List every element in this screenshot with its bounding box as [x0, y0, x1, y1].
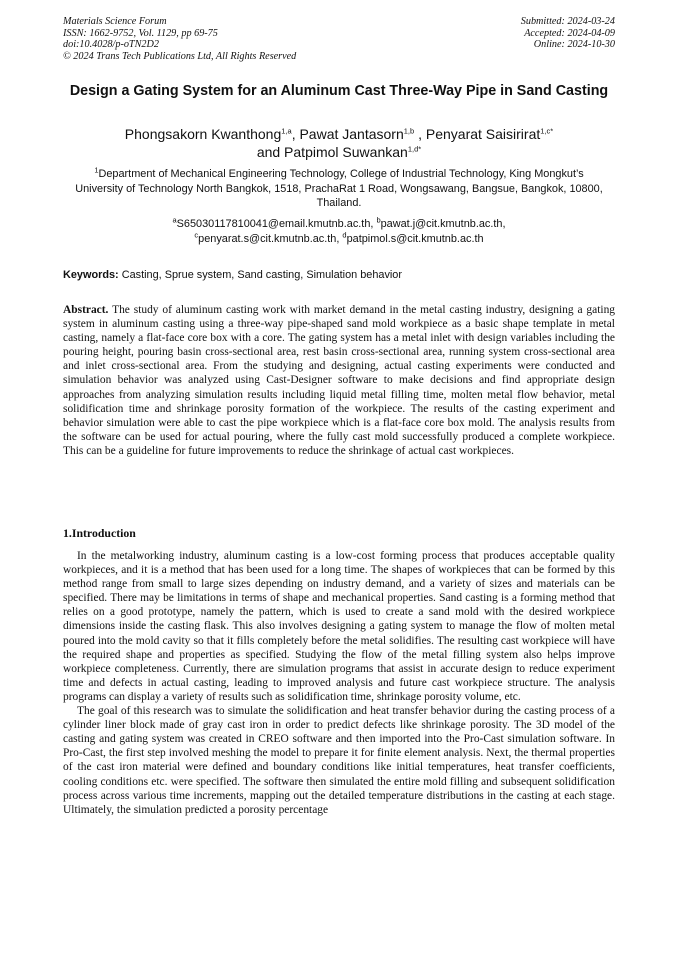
email-link[interactable]: $^a$S65030117810041@email.kmutnb.ac.th — [172, 215, 371, 230]
paragraph: In the metalworking industry, aluminum casting is a low-cost forming process that produces acceptable quality workpieces, and it is a method that has been used for a long time. The shapes of workpieces that can be formed by this method range from small to large sizes depending on industry demand, and a variety of sizes and materials can be specified. There may be limitations in terms of shape and mechanical properties. Sand casting is a forming method that relies on a good prototype, namely the pattern, which is used to create a sand mold with the desired workpiece dimensions inside the casting flask. This also involves designing a gating system to manage the flow of molten metal poured into the mold cavity so that it fills completely before the metal solidifies. The resulting cast workpiece will have the required shape and properties as specified. Studying the flow of the metal filling system also helps improve workpiece completeness. Currently, there are simulation programs that assist in accurate design to reduce experiment time and defects in actual casting, leading to improved analysis and future cast workpiece structure. The analysis programs can display a variety of results such as solidification time, shrinkage porosity volume, etc. — [63, 550, 615, 703]
keywords-label: Keywords: — [63, 269, 119, 281]
submitted-date: Submitted: 2024-03-24 — [520, 16, 615, 27]
author: Pawat Jantasorn$^{1,b}$ , — [299, 126, 426, 142]
abstract — [63, 303, 615, 458]
author: Penyarat Saisirirat$^{1,c*}$ — [425, 126, 554, 142]
author: Phongsakorn Kwanthong$^{1,a}$, — [124, 126, 300, 142]
publication-dates — [521, 16, 615, 51]
author: and Patpimol Suwankan$^{1,d*}$ — [256, 144, 422, 160]
section-heading-introduction: 1.Introduction — [63, 526, 136, 540]
abstract-text: The study of aluminum casting work with market demand in the metal casting industry, designing a gating system in aluminum casting using a three-way pipe-shaped sand mold workpiece as a basic shape template in metal casting, namely a flat-face core box with a core. The gating system has a metal inlet with design variables including the pouring height, pouring basin cross-sectional area, rest basin cross-sectional area, running system cross-sectional area and inlet cross-sectional area. From the studying and designing, actual casting experiments were conducted and simulation behavior was analyzed using Cast-Designer software to make decisions and find appropriate design approaches from analyzing simulation results including liquid metal filling time, molten metal flow behavior, metal solidification time and shrinkage porosity formation of the workpiece. The results of the casting experiment and behavior simulation were able to cast the pipe workpiece which is a flat-face core box mold. The analysis results from the software can be used for actual pouring, where the fully cast mold successfully produced a complete workpiece. This can be a guideline for future improvements to reduce the shrinkage of actual cast workpieces. — [63, 304, 616, 457]
paper-title: Design a Gating System for an Aluminum Cast Three-Way Pipe in Sand Casting — [69, 83, 609, 99]
journal-copyright: © 2024 Trans Tech Publications Ltd, All Rights Reserved — [63, 50, 297, 62]
journal-doi: doi:10.4028/p-oTN2D2 — [63, 39, 159, 50]
accepted-date: Accepted: 2024-04-09 — [524, 27, 615, 39]
journal-header — [63, 16, 296, 62]
journal-issn: ISSN: 1662-9752, Vol. 1129, pp 69-75 — [63, 27, 218, 39]
email-link[interactable]: $^c$penyarat.s@cit.kmutnb.ac.th — [194, 229, 337, 245]
keywords-text: Casting, Sprue system, Sand casting, Simulation behavior — [121, 269, 402, 281]
abstract-label: Abstract. — [63, 304, 109, 316]
email-link[interactable]: $^b$pawat.j@cit.kmutnb.ac.th, — [376, 215, 506, 230]
keywords — [63, 268, 615, 282]
journal-name: Materials Science Forum — [63, 16, 167, 27]
online-date: Online: 2024-10-30 — [533, 39, 615, 50]
introduction-body — [63, 549, 615, 817]
author-list — [55, 125, 623, 161]
email-link[interactable]: $^d$patpimol.s@cit.kmutnb.ac.th — [342, 229, 484, 245]
affiliation: $^1$Department of Mechanical Engineering Technology, College of Industrial Technology, King Mongkut’s University of Technology North Bangkok, 1518, PrachaRat 1 Road, Wongsawang, Bangsue, Bangkok, 10800, Thailand. — [75, 165, 603, 210]
paragraph: The goal of this research was to simulate the solidification and heat transfer behavior during the casting process of a cylinder liner block made of gray cast iron in order to predict defects like shrinkage porosity. The 3D model of the casting and gating system was created in CREO software and then imported into the Pro-Cast simulation software. In Pro-Cast, the first step involved meshing the model to prepare it for finite element analysis. Next, the thermal properties of the cast iron material were defined and boundary conditions like initial temperatures, heat transfer coefficients, cooling conditions etc. were specified. The software then simulated the entire mold filling and subsequent solidification process across various time increments, mapping out the detailed temperature distributions in the casting at each stage. Ultimately, the simulation predicted a porosity percentage — [63, 705, 615, 816]
author-emails: $^a$S65030117810041@email.kmutnb.ac.th, $^b$pawat.j@cit.kmutnb.ac.th, $^c$penyarat.s@cit.kmutnb.ac.th, $^d$patpimol.s@cit.kmutnb.ac.th — [172, 215, 506, 245]
